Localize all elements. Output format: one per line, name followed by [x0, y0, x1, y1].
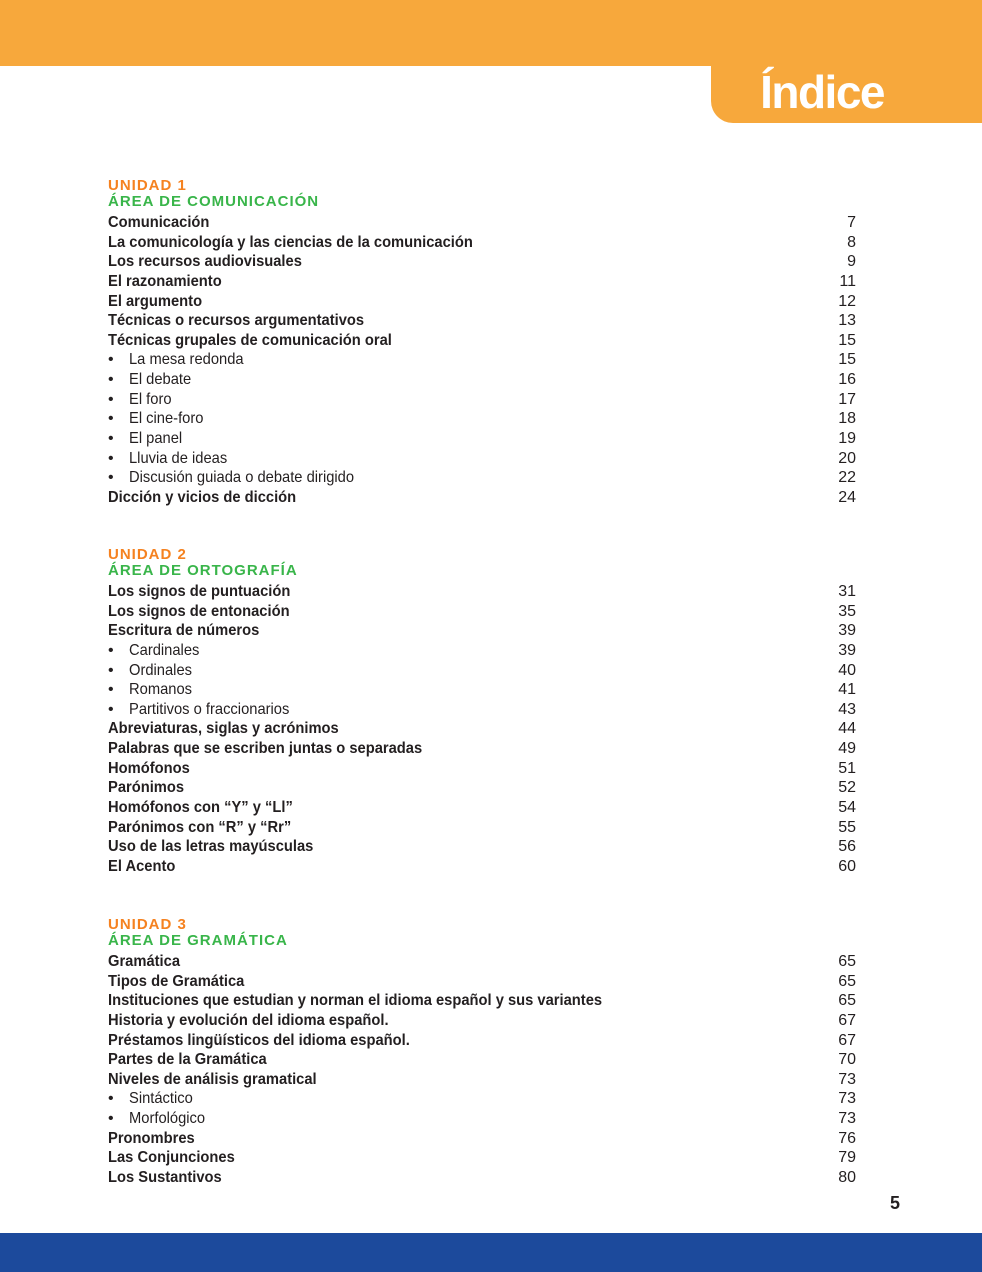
- toc-entry[interactable]: [108, 311, 856, 331]
- toc-entry-title: Los signos de entonación: [108, 602, 290, 620]
- toc-subentry[interactable]: [108, 661, 856, 681]
- toc-entry[interactable]: [108, 602, 856, 622]
- toc-entry-page: 76: [838, 1129, 856, 1147]
- bullet-icon: •: [108, 449, 114, 467]
- toc-entry[interactable]: [108, 991, 856, 1011]
- toc-entry-title: Ordinales: [129, 661, 193, 679]
- bullet-icon: •: [108, 641, 114, 659]
- toc-entry-title-wrap: [108, 272, 232, 292]
- toc-subentry[interactable]: [108, 409, 856, 429]
- toc-list: [108, 582, 856, 876]
- toc-entry-title: Comunicación: [108, 214, 210, 231]
- toc-entry-page: 40: [838, 661, 856, 679]
- toc-subentry[interactable]: [108, 350, 856, 370]
- toc-entry[interactable]: [108, 582, 856, 602]
- toc-entry-title: Historia y evolución del idioma español.: [108, 1011, 389, 1029]
- toc-subentry[interactable]: [108, 449, 856, 469]
- bullet-icon: •: [108, 1090, 114, 1108]
- bullet-icon: •: [108, 410, 114, 428]
- toc-entry-page: 12: [838, 292, 856, 310]
- toc-entry[interactable]: [108, 272, 856, 292]
- toc-entry-title-wrap: [108, 390, 175, 410]
- toc-entry-title-wrap: [108, 759, 197, 779]
- unit-area-title: ÁREA DE ORTOGRAFÍA: [108, 562, 298, 579]
- toc-entry-page: 31: [838, 583, 856, 600]
- toc-entry-title-wrap: [108, 857, 181, 877]
- toc-entry[interactable]: [108, 818, 856, 838]
- bullet-icon: •: [108, 469, 114, 487]
- toc-entry[interactable]: [108, 1148, 856, 1168]
- toc-entry-title: El cine-foro: [129, 410, 204, 428]
- unit-section: [108, 178, 856, 507]
- toc-entry-page: 65: [838, 972, 856, 990]
- toc-entry-title: Las Conjunciones: [108, 1149, 235, 1167]
- toc-entry-title: Técnicas grupales de comunicación oral: [108, 331, 392, 349]
- toc-subentry[interactable]: [108, 680, 856, 700]
- toc-entry-title-wrap: [108, 798, 309, 818]
- toc-entry[interactable]: [108, 837, 856, 857]
- bullet-icon: •: [108, 371, 114, 388]
- toc-entry[interactable]: [108, 1070, 856, 1090]
- toc-entry-title-wrap: [108, 292, 210, 312]
- toc-subentry[interactable]: [108, 370, 856, 390]
- toc-subentry[interactable]: [108, 468, 856, 488]
- toc-entry-title-wrap: [108, 1050, 281, 1070]
- toc-entry-page: 16: [838, 371, 856, 388]
- toc-entry-page: 39: [838, 641, 856, 659]
- toc-entry-title-wrap: [108, 1148, 246, 1168]
- toc-subentry[interactable]: [108, 1109, 856, 1129]
- toc-entry-page: 43: [838, 700, 856, 718]
- toc-entry-page: 19: [838, 429, 856, 447]
- toc-entry-title: Palabras que se escriben juntas o separadas: [108, 740, 423, 757]
- toc-entry-title: Instituciones que estudian y norman el idioma español y sus variantes: [108, 992, 603, 1010]
- toc-entry[interactable]: [108, 972, 856, 992]
- toc-entry-title: Homófonos con “Y” y “Ll”: [108, 798, 293, 816]
- bullet-icon: •: [108, 700, 114, 718]
- toc-entry-title-wrap: [108, 952, 186, 972]
- toc-entry-title-wrap: [108, 602, 305, 622]
- toc-entry-page: 65: [838, 992, 856, 1010]
- toc-entry-title-wrap: [108, 449, 236, 469]
- toc-entry-title: El foro: [129, 390, 172, 408]
- toc-entry-page: 73: [838, 1110, 856, 1127]
- toc-entry-title-wrap: [108, 1031, 436, 1051]
- toc-entry-page: 44: [838, 720, 856, 738]
- toc-entry-title-wrap: [108, 331, 417, 351]
- toc-entry-title: Pronombres: [108, 1129, 195, 1147]
- toc-entry-page: 70: [838, 1051, 856, 1069]
- toc-entry-title: Los signos de puntuación: [108, 583, 291, 600]
- toc-entry-page: 20: [838, 449, 856, 467]
- toc-entry-page: 67: [838, 1011, 856, 1029]
- page-title: Índice: [760, 65, 884, 118]
- toc-entry-page: 11: [839, 272, 856, 290]
- toc-entry[interactable]: [108, 1031, 856, 1051]
- toc-entry-title: Parónimos con “R” y “Rr”: [108, 818, 292, 836]
- toc-entry-title: Parónimos: [108, 779, 185, 797]
- toc-entry-page: 56: [838, 838, 856, 856]
- unit-section: [108, 917, 856, 1188]
- unit-area-title: ÁREA DE GRAMÁTICA: [108, 932, 288, 949]
- toc-entry-title-wrap: [108, 311, 386, 331]
- toc-entry-title-wrap: [108, 1070, 335, 1090]
- toc-entry-title: Romanos: [129, 681, 193, 699]
- toc-entry-title-wrap: [108, 739, 450, 759]
- unit-label: UNIDAD 2: [108, 546, 187, 563]
- toc-entry-title-wrap: [108, 370, 197, 390]
- toc-entry-title-wrap: [108, 641, 205, 661]
- toc-entry-page: 9: [847, 253, 856, 271]
- bullet-icon: •: [108, 661, 114, 679]
- toc-entry-title: Los Sustantivos: [108, 1168, 222, 1186]
- toc-entry-title: La mesa redonda: [129, 351, 244, 369]
- toc-entry-page: 67: [838, 1031, 856, 1049]
- toc-entry-title: El Acento: [108, 857, 176, 875]
- toc-entry-page: 15: [838, 331, 856, 349]
- toc-entry-title-wrap: [108, 350, 254, 370]
- toc-entry[interactable]: [108, 213, 856, 233]
- toc-entry-title: El panel: [129, 429, 183, 447]
- toc-entry-page: 39: [838, 622, 856, 640]
- bullet-icon: •: [108, 1110, 114, 1127]
- toc-entry[interactable]: [108, 621, 856, 641]
- toc-entry[interactable]: [108, 719, 856, 739]
- toc-entry-page: 41: [838, 681, 856, 699]
- toc-entry-title-wrap: [108, 429, 187, 449]
- toc-entry-title-wrap: [108, 468, 374, 488]
- toc-subentry[interactable]: [108, 390, 856, 410]
- toc-entry-title: Lluvia de ideas: [129, 449, 228, 467]
- toc-entry-title: Escritura de números: [108, 622, 260, 640]
- toc-entry-title: Discusión guiada o debate dirigido: [129, 469, 355, 487]
- toc-entry[interactable]: [108, 952, 856, 972]
- toc-entry-page: 73: [838, 1070, 856, 1088]
- toc-entry-title: El razonamiento: [108, 272, 222, 290]
- toc-entry-title: Partes de la Gramática: [108, 1051, 267, 1069]
- unit-section: [108, 547, 856, 876]
- toc-entry-title: Tipos de Gramática: [108, 972, 245, 990]
- bullet-icon: •: [108, 681, 114, 699]
- toc-entry-page: 65: [838, 953, 856, 970]
- toc-entry-title-wrap: [108, 1011, 413, 1031]
- toc-entry-title: Homófonos: [108, 759, 190, 777]
- toc-entry[interactable]: [108, 798, 856, 818]
- toc-entry-title-wrap: [108, 661, 197, 681]
- unit-area-title: ÁREA DE COMUNICACIÓN: [108, 193, 320, 210]
- bullet-icon: •: [108, 351, 114, 369]
- toc-entry[interactable]: [108, 331, 856, 351]
- toc-entry[interactable]: [108, 778, 856, 798]
- toc-entry-title-wrap: [108, 837, 331, 857]
- toc-entry[interactable]: [108, 1168, 856, 1188]
- toc-entry[interactable]: [108, 233, 856, 253]
- toc-entry-title: Sintáctico: [129, 1090, 193, 1108]
- toc-entry-title-wrap: [108, 213, 218, 233]
- toc-entry-title-wrap: [108, 991, 645, 1011]
- toc-entry-title-wrap: [108, 233, 505, 253]
- toc-entry-title-wrap: [108, 621, 273, 641]
- page-number: 5: [889, 1193, 900, 1213]
- toc-entry-title: Morfológico: [129, 1110, 206, 1127]
- toc-entry-title-wrap: [108, 818, 307, 838]
- toc-entry-title: Gramática: [108, 953, 181, 970]
- toc-entry[interactable]: [108, 739, 856, 759]
- toc-entry-page: 17: [838, 390, 856, 408]
- toc-entry-title-wrap: [108, 719, 359, 739]
- toc-entry-page: 49: [838, 740, 856, 757]
- toc-subentry[interactable]: [108, 700, 856, 720]
- unit-label: UNIDAD 1: [108, 177, 187, 194]
- unit-label: UNIDAD 3: [108, 916, 187, 933]
- toc-entry-title: Técnicas o recursos argumentativos: [108, 312, 365, 330]
- toc-subentry[interactable]: [108, 641, 856, 661]
- toc-entry[interactable]: [108, 488, 856, 508]
- toc-entry-title-wrap: [108, 680, 197, 700]
- footer-band: [0, 1233, 982, 1272]
- toc-entry-title-wrap: [108, 1129, 202, 1149]
- toc-entry-page: 35: [838, 602, 856, 620]
- toc-entry-title-wrap: [108, 700, 303, 720]
- toc-entry-title: Préstamos lingüísticos del idioma español.: [108, 1031, 410, 1049]
- toc-entry[interactable]: [108, 292, 856, 312]
- bullet-icon: •: [108, 390, 114, 408]
- toc-entry-title: Niveles de análisis gramatical: [108, 1070, 317, 1088]
- toc-entry-title-wrap: [108, 972, 256, 992]
- toc-entry-page: 80: [838, 1168, 856, 1186]
- toc-entry-title: Partitivos o fraccionarios: [129, 700, 290, 718]
- toc-entry-page: 73: [838, 1090, 856, 1108]
- toc-entry-title-wrap: [108, 778, 191, 798]
- toc-entry-page: 60: [838, 857, 856, 875]
- toc-entry-page: 13: [838, 312, 856, 330]
- toc-entry[interactable]: [108, 1050, 856, 1070]
- toc-entry-title-wrap: [108, 488, 313, 508]
- toc-entry-title-wrap: [108, 1089, 198, 1109]
- toc-entry-title-wrap: [108, 582, 306, 602]
- toc-entry[interactable]: [108, 759, 856, 779]
- toc-entry[interactable]: [108, 252, 856, 272]
- toc-subentry[interactable]: [108, 1089, 856, 1109]
- toc-entry-page: 18: [838, 410, 856, 428]
- toc-entry-title-wrap: [108, 409, 210, 429]
- toc-entry[interactable]: [108, 857, 856, 877]
- toc-list: [108, 213, 856, 507]
- toc-entry-page: 24: [838, 488, 856, 506]
- header-band: [0, 0, 982, 66]
- toc-entry[interactable]: [108, 1129, 856, 1149]
- toc-entry-page: 54: [838, 798, 856, 816]
- toc-entry-title-wrap: [108, 1109, 212, 1129]
- toc-entry-page: 8: [847, 233, 856, 251]
- toc-entry-page: 22: [838, 469, 856, 487]
- toc-entry-title: Abreviaturas, siglas y acrónimos: [108, 720, 339, 738]
- toc-entry-title: Uso de las letras mayúsculas: [108, 838, 314, 856]
- toc-entry-title: Dicción y vicios de dicción: [108, 488, 297, 506]
- bullet-icon: •: [108, 429, 114, 447]
- toc-list: [108, 952, 856, 1188]
- toc-entry-title-wrap: [108, 252, 319, 272]
- toc-entry-title: El debate: [129, 371, 192, 388]
- toc-entry-title: Los recursos audiovisuales: [108, 253, 302, 271]
- toc-entry-page: 7: [847, 214, 856, 231]
- toc-entry-page: 15: [838, 351, 856, 369]
- toc-entry-title-wrap: [108, 1168, 232, 1188]
- toc-entry-title: La comunicología y las ciencias de la comunicación: [108, 233, 473, 251]
- toc-entry-page: 79: [838, 1149, 856, 1167]
- toc-entry-page: 55: [838, 818, 856, 836]
- toc-entry-page: 52: [838, 779, 856, 797]
- toc-entry[interactable]: [108, 1011, 856, 1031]
- toc-entry-page: 51: [838, 759, 856, 777]
- toc-entry-title: Cardinales: [129, 641, 200, 659]
- toc-subentry[interactable]: [108, 429, 856, 449]
- toc-entry-title: El argumento: [108, 292, 203, 310]
- title-tab: [711, 60, 982, 123]
